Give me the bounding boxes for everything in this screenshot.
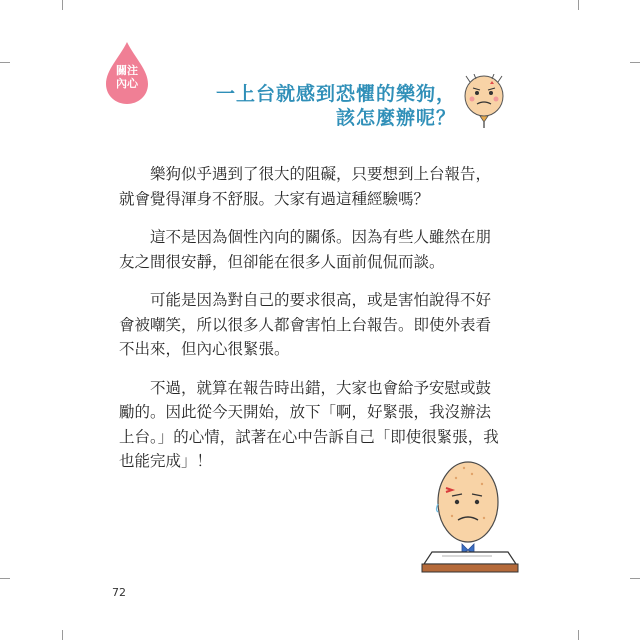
page-number: 72: [112, 586, 126, 599]
crop-mark: [578, 630, 579, 640]
paragraph: 可能是因為對自己的要求很高，或是害怕說得不好會被嘲笑，所以很多人都會害怕上台報告。即使外表看不出來，但內心很緊張。: [119, 291, 492, 358]
title-line-1: 一上台就感到恐懼的樂狗，: [215, 83, 456, 105]
article-body: [119, 162, 501, 488]
page-title: [176, 82, 456, 130]
paragraph: 這不是因為個性內向的關係。因為有些人雖然在朋友之間很安靜，但卻能在很多人面前侃侃而談。: [119, 228, 492, 271]
badge-line-1: 關注: [116, 64, 138, 77]
badge-line-2: 內心: [116, 77, 138, 90]
crop-mark: [62, 630, 63, 640]
crop-mark: [630, 62, 640, 63]
crop-mark: [0, 578, 10, 579]
section-badge-label: [104, 64, 150, 90]
crop-mark: [578, 0, 579, 10]
crop-mark: [0, 62, 10, 63]
paragraph: 樂狗似乎遇到了很大的阻礙，只要想到上台報告，就會覺得渾身不舒服。大家有過這種經驗嗎？: [119, 165, 492, 208]
title-line-2: 該怎麼辦呢？: [335, 107, 456, 129]
paragraph: 不過，就算在報告時出錯，大家也會給予安慰或鼓勵的。因此從今天開始，放下「啊，好緊張，我沒辦法上台。」的心情，試著在心中告訴自己「即使很緊張，我也能完成」！: [119, 378, 499, 470]
nervous-face-icon: [462, 74, 506, 130]
crop-mark: [62, 0, 63, 10]
crop-mark: [630, 578, 640, 579]
nervous-character-illustration: [412, 456, 520, 576]
